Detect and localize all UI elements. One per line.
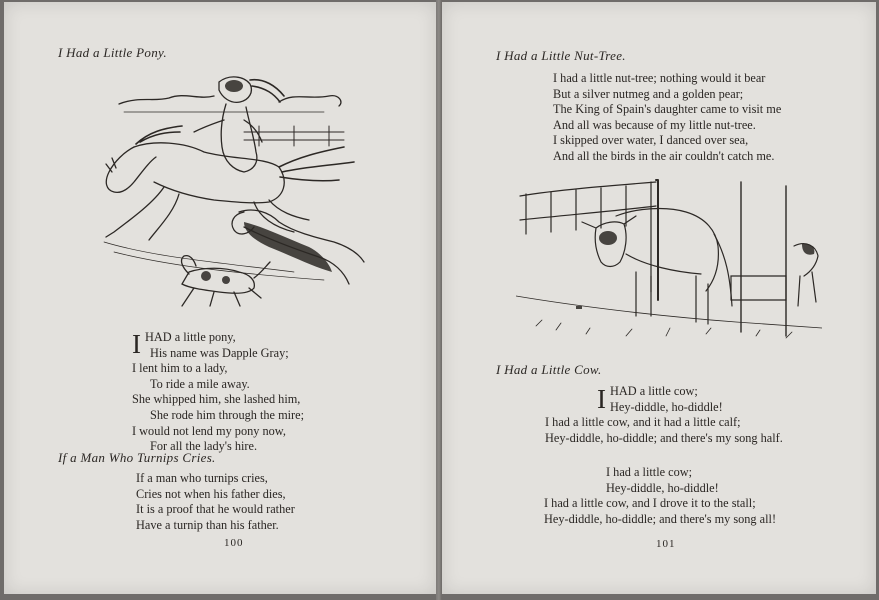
nut-tree-poem-verse xyxy=(553,71,781,165)
turnip-line: It is a proof that he would rather xyxy=(136,502,295,517)
left-page xyxy=(4,2,436,594)
pony-poem-title: I Had a Little Pony. xyxy=(58,45,167,60)
cow-line: I had a little cow, and it had a little calf; xyxy=(545,415,741,430)
nut-tree-poem-title: I Had a Little Nut-Tree. xyxy=(496,48,626,63)
turnip-poem-title: If a Man Who Turnips Cries. xyxy=(58,450,216,465)
turnip-line: Cries not when his father dies, xyxy=(136,486,286,501)
cow-illustration xyxy=(516,176,822,348)
cow-poem-title: I Had a Little Cow. xyxy=(496,362,602,377)
cow-line: I had a little cow; xyxy=(606,465,693,479)
nut-tree-line: I skipped over water, I danced over sea, xyxy=(553,133,749,148)
right-page xyxy=(442,2,876,594)
cow-line: Hey-diddle, ho-diddle! xyxy=(610,399,723,414)
page-number-left: 100 xyxy=(224,537,244,549)
pony-line: His name was Dapple Gray; xyxy=(150,345,289,360)
nut-tree-line: I had a little nut-tree; nothing would it bear xyxy=(553,71,766,85)
pony-poem-verse xyxy=(132,330,304,455)
cow-line: Hey-diddle, ho-diddle! xyxy=(606,480,719,495)
pony-drop-cap: I xyxy=(132,329,141,359)
nut-tree-line: And all was because of my little nut-tree. xyxy=(553,117,756,132)
pony-line: She rode him through the mire; xyxy=(150,407,305,422)
cow-poem-stanza-1 xyxy=(545,384,783,446)
turnip-line: Have a turnip than his father. xyxy=(136,517,279,532)
pony-line: She whipped him, she lashed him, xyxy=(132,392,301,407)
pony-line: HAD a little pony, xyxy=(145,330,236,344)
turnip-poem-verse xyxy=(136,471,295,533)
nut-tree-line: The King of Spain's daughter came to visit me xyxy=(553,102,782,117)
pony-illustration xyxy=(94,62,369,327)
pony-line: To ride a mile away. xyxy=(150,376,250,391)
cow-line: Hey-diddle, ho-diddle; and there's my song all! xyxy=(544,511,777,526)
cow-line: Hey-diddle, ho-diddle; and there's my song half. xyxy=(545,430,783,445)
cow-line: HAD a little cow; xyxy=(610,384,698,398)
pony-line: I would not lend my pony now, xyxy=(132,423,286,438)
cow-poem-stanza-2 xyxy=(544,465,776,527)
nut-tree-line: And all the birds in the air couldn't catch me. xyxy=(553,148,775,163)
cow-drop-cap: I xyxy=(597,384,606,414)
pony-line: I lent him to a lady, xyxy=(132,361,228,376)
cow-line: I had a little cow, and I drove it to the stall; xyxy=(544,496,756,511)
nut-tree-line: But a silver nutmeg and a golden pear; xyxy=(553,86,744,101)
turnip-line: If a man who turnips cries, xyxy=(136,471,268,485)
page-number-right: 101 xyxy=(656,538,676,550)
pony-line: For all the lady's hire. xyxy=(150,439,258,454)
